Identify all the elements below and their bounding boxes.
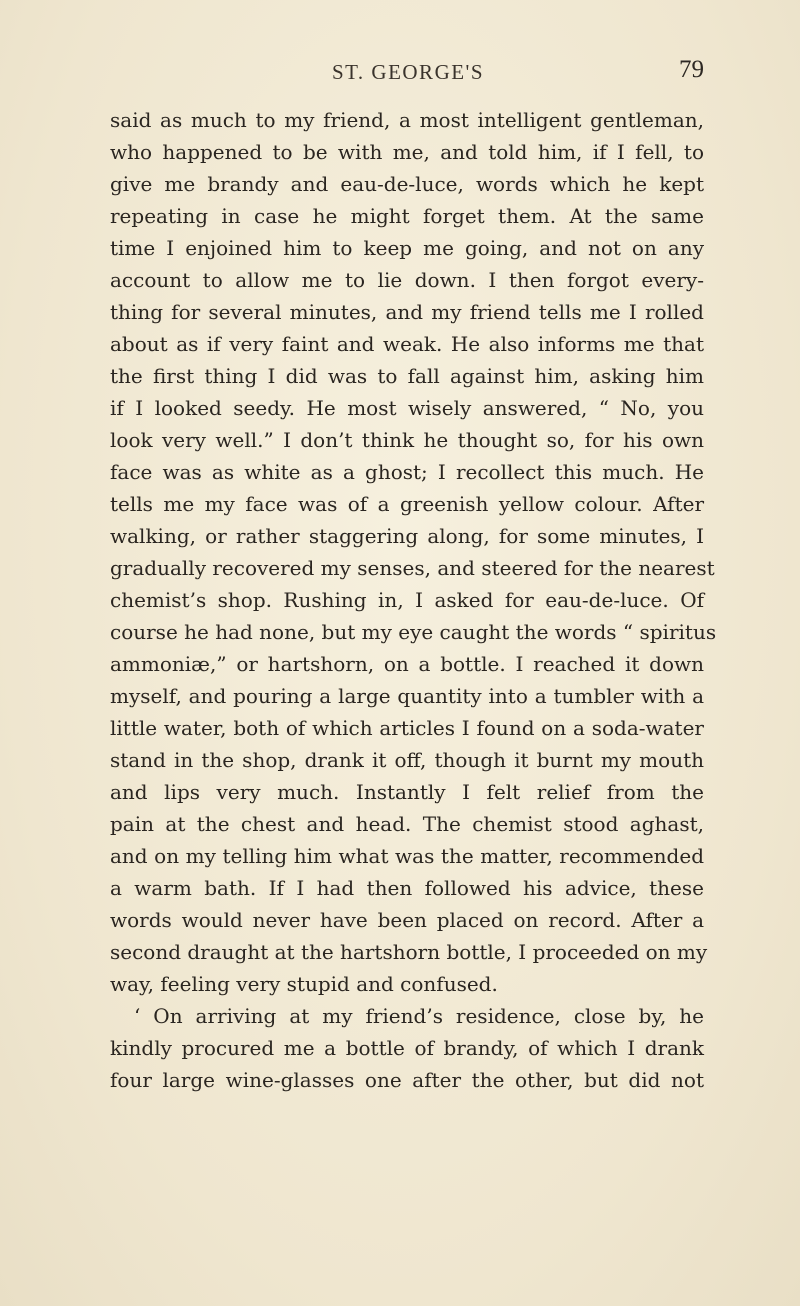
text-line: four large wine-glasses one after the other, but did not: [110, 1068, 704, 1092]
text-line: if I looked seedy. He most wisely answered, “ No, you: [110, 396, 704, 420]
text-line: and on my telling him what was the matter, recommended: [110, 844, 704, 868]
text-line: a warm bath. If I had then followed his advice, these: [110, 876, 704, 900]
text-line: pain at the chest and head. The chemist stood aghast,: [110, 812, 704, 836]
text-line: myself, and pouring a large quantity into a tumbler with a: [110, 684, 704, 708]
body-text: [110, 104, 717, 1096]
text-line: walking, or rather staggering along, for some minutes, I: [110, 524, 704, 548]
text-line: about as if very faint and weak. He also informs me that: [110, 332, 704, 356]
text-line: thing for several minutes, and my friend tells me I rolled: [110, 300, 704, 324]
page-number: 79: [679, 56, 704, 83]
text-line: face was as white as a ghost; I recollect this much. He: [110, 460, 704, 484]
text-line: chemist’s shop. Rushing in, I asked for eau-de-luce. Of: [110, 588, 704, 612]
text-line: gradually recovered my senses, and steered for the nearest: [110, 556, 715, 580]
text-line: look very well.” I don’t think he thought so, for his own: [110, 428, 704, 452]
text-line: way, feeling very stupid and confused.: [110, 972, 498, 996]
text-line: who happened to be with me, and told him, if I fell, to: [110, 140, 704, 164]
text-line: tells me my face was of a greenish yellow colour. After: [110, 492, 704, 516]
text-line: stand in the shop, drank it off, though it burnt my mouth: [110, 748, 704, 772]
running-head: [112, 56, 704, 86]
text-line: ammoniæ,” or hartshorn, on a bottle. I reached it down: [110, 652, 704, 676]
text-line: repeating in case he might forget them. At the same: [110, 204, 704, 228]
text-line: course he had none, but my eye caught the words “ spiritus: [110, 620, 717, 644]
text-line: account to allow me to lie down. I then forgot every-: [110, 268, 704, 292]
text-line: little water, both of which articles I found on a soda-water: [110, 716, 704, 740]
text-line: second draught at the hartshorn bottle, I proceeded on my: [110, 940, 708, 964]
text-line: give me brandy and eau-de-luce, words which he kept: [110, 172, 704, 196]
text-line: time I enjoined him to keep me going, and not on any: [110, 236, 704, 260]
text-line: the first thing I did was to fall against him, asking him: [110, 364, 704, 388]
text-line: kindly procured me a bottle of brandy, of which I drank: [110, 1036, 704, 1060]
text-line: said as much to my friend, a most intelligent gentleman,: [110, 108, 704, 132]
running-title: ST. GEORGE'S: [331, 60, 485, 84]
text-line: words would never have been placed on record. After a: [110, 908, 704, 932]
text-line: ‘ On arriving at my friend’s residence, close by, he: [134, 1004, 704, 1028]
text-line: and lips very much. Instantly I felt relief from the: [110, 780, 704, 804]
